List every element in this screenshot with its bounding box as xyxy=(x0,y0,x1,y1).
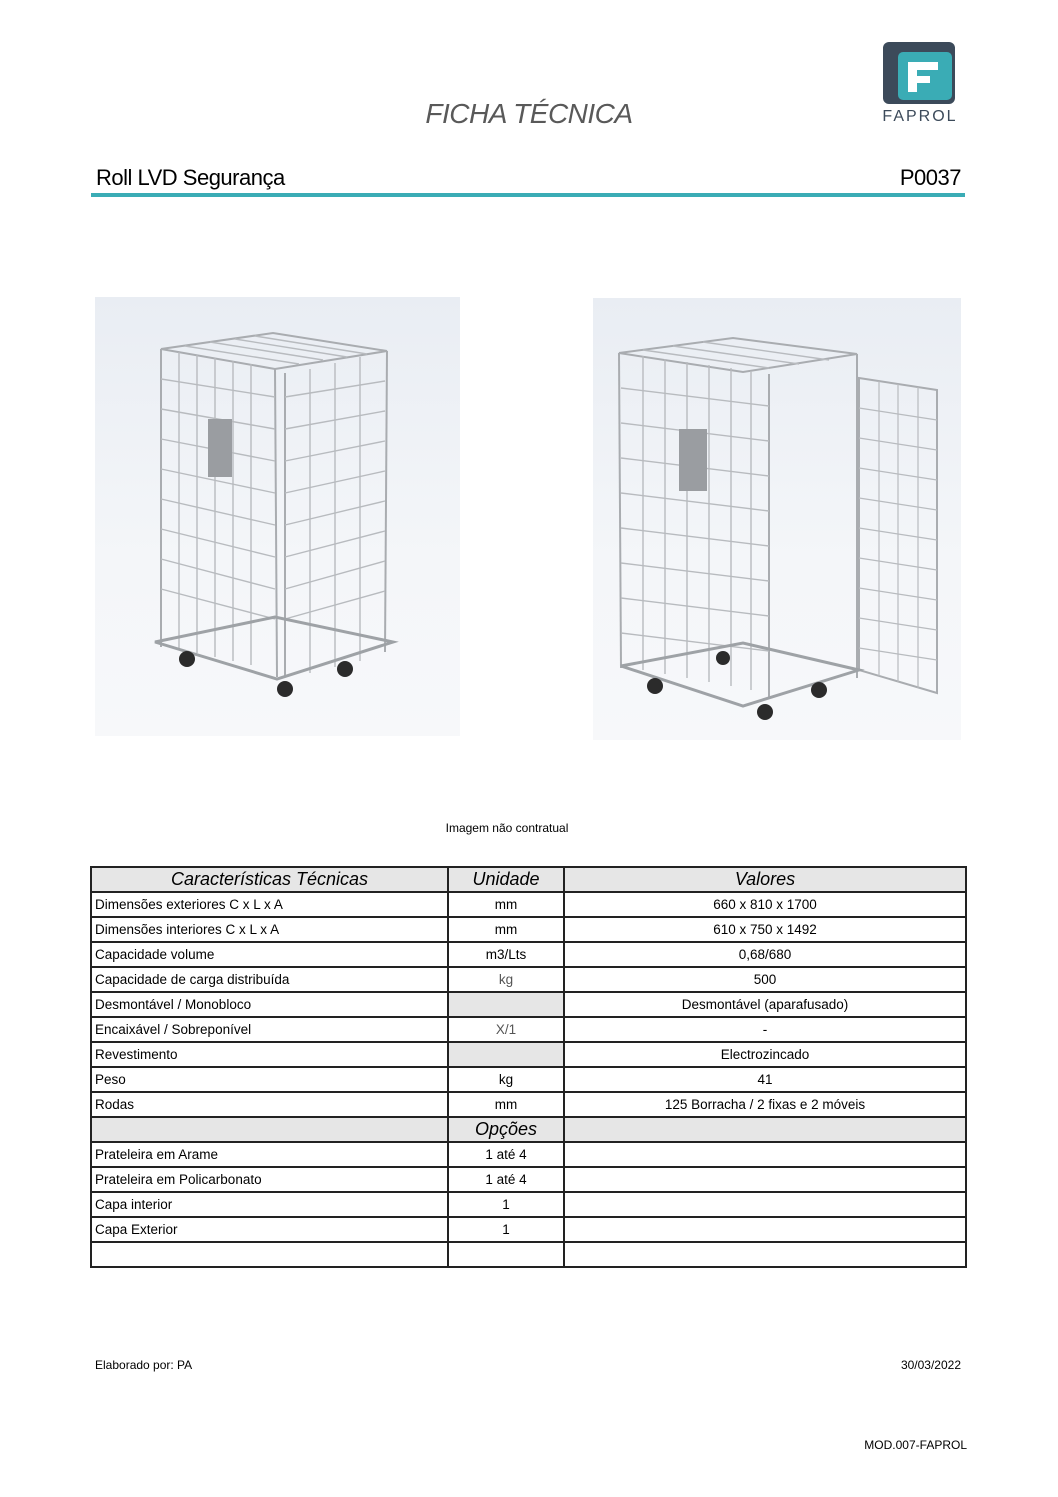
row-unit xyxy=(448,992,564,1017)
spec-table xyxy=(90,866,967,1268)
table-row xyxy=(91,1192,966,1217)
table-row xyxy=(91,1217,966,1242)
row-value xyxy=(564,1167,966,1192)
row-label: Capa interior xyxy=(91,1192,448,1217)
table-row xyxy=(91,1017,966,1042)
row-label: Desmontável / Monobloco xyxy=(91,992,448,1017)
row-unit: mm xyxy=(448,892,564,917)
row-label: Dimensões exteriores C x L x A xyxy=(91,892,448,917)
row-unit xyxy=(448,1042,564,1067)
table-header-row xyxy=(91,867,966,892)
logo-text: FAPROL xyxy=(882,108,958,125)
row-label: Capacidade volume xyxy=(91,942,448,967)
row-label: Dimensões interiores C x L x A xyxy=(91,917,448,942)
row-value: 125 Borracha / 2 fixas e 2 móveis xyxy=(564,1092,966,1117)
row-label: Peso xyxy=(91,1067,448,1092)
row-label: Capa Exterior xyxy=(91,1217,448,1242)
row-value: Desmontável (aparafusado) xyxy=(564,992,966,1017)
product-name: Roll LVD Segurança xyxy=(96,165,285,190)
row-unit: 1 xyxy=(448,1217,564,1242)
column-header: Valores xyxy=(564,867,966,892)
table-row xyxy=(91,992,966,1017)
row-label xyxy=(91,1242,448,1267)
row-value xyxy=(564,1192,966,1217)
table-row xyxy=(91,1142,966,1167)
table-row xyxy=(91,1242,966,1267)
table-row xyxy=(91,917,966,942)
product-photo-open xyxy=(593,298,961,740)
form-code: MOD.007-FAPROL xyxy=(864,1438,967,1452)
row-unit: kg xyxy=(448,967,564,992)
row-value xyxy=(564,1217,966,1242)
row-value: 41 xyxy=(564,1067,966,1092)
row-label: Revestimento xyxy=(91,1042,448,1067)
column-header: Unidade xyxy=(448,867,564,892)
row-unit: 1 até 4 xyxy=(448,1142,564,1167)
table-row xyxy=(91,1167,966,1192)
row-label: Rodas xyxy=(91,1092,448,1117)
row-value xyxy=(564,1242,966,1267)
date-label: 30/03/2022 xyxy=(900,1358,961,1372)
row-unit: 1 xyxy=(448,1192,564,1217)
author-label: Elaborado por: PA xyxy=(95,1358,193,1372)
row-value: 0,68/680 xyxy=(564,942,966,967)
document-title: FICHA TÉCNICA xyxy=(425,98,633,129)
row-label: Prateleira em Policarbonato xyxy=(91,1167,448,1192)
header-divider xyxy=(91,193,965,197)
options-header-row xyxy=(91,1117,966,1142)
options-header: Opções xyxy=(448,1117,564,1142)
options-header-blank xyxy=(91,1117,448,1142)
column-header: Características Técnicas xyxy=(91,867,448,892)
row-label: Capacidade de carga distribuída xyxy=(91,967,448,992)
row-unit: mm xyxy=(448,1092,564,1117)
row-value xyxy=(564,1142,966,1167)
table-row xyxy=(91,942,966,967)
row-value: 660 x 810 x 1700 xyxy=(564,892,966,917)
table-row xyxy=(91,1042,966,1067)
row-label: Prateleira em Arame xyxy=(91,1142,448,1167)
row-value: - xyxy=(564,1017,966,1042)
product-photo-closed xyxy=(95,297,460,736)
row-unit: m3/Lts xyxy=(448,942,564,967)
table-row xyxy=(91,967,966,992)
row-unit: mm xyxy=(448,917,564,942)
options-header-blank xyxy=(564,1117,966,1142)
table-row xyxy=(91,1092,966,1117)
image-disclaimer: Imagem não contratual xyxy=(445,821,569,835)
row-unit: 1 até 4 xyxy=(448,1167,564,1192)
table-row xyxy=(91,892,966,917)
table-row xyxy=(91,1067,966,1092)
product-code: P0037 xyxy=(899,165,961,190)
row-unit xyxy=(448,1242,564,1267)
row-label: Encaixável / Sobreponível xyxy=(91,1017,448,1042)
row-value: Electrozincado xyxy=(564,1042,966,1067)
row-value: 610 x 750 x 1492 xyxy=(564,917,966,942)
row-unit: kg xyxy=(448,1067,564,1092)
row-value: 500 xyxy=(564,967,966,992)
row-unit: X/1 xyxy=(448,1017,564,1042)
